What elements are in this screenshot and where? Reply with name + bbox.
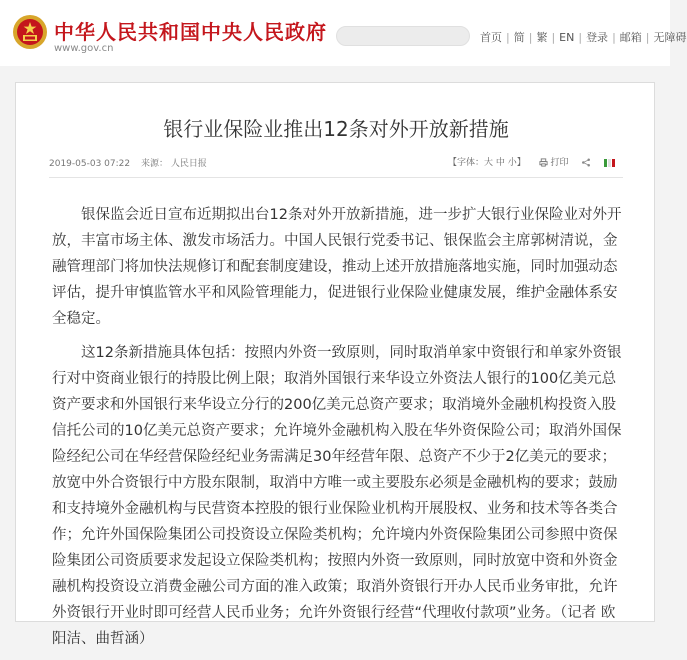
nav-simplified-link[interactable]: 简 [513,31,525,44]
nav-separator: | [506,31,510,44]
flag-icon[interactable] [604,158,616,168]
nav-english-link[interactable]: EN [559,31,575,44]
printer-icon [539,158,548,167]
article-source: 来源： 人民日报 [140,159,207,169]
nav-home-link[interactable]: 首页 [480,31,502,44]
article-meta [49,156,207,169]
nav-separator: | [645,31,650,44]
article-date: 2019-05-03 07:22 [49,159,131,169]
national-emblem-icon[interactable] [12,14,48,50]
site-header [0,0,687,66]
nav-mailbox-link[interactable]: 邮箱 [619,31,642,44]
article-tools [448,155,626,168]
top-nav-links [480,29,687,45]
meta-divider [49,177,623,178]
article-title: 银行业保险业推出12条对外开放新措施 [163,117,509,141]
nav-separator: | [551,31,556,44]
site-title[interactable]: 中华人民共和国中央人民政府 [54,20,327,44]
nav-login-link[interactable]: 登录 [586,31,609,44]
nav-accessibility-link[interactable]: 无障碍 [653,31,687,44]
share-icon[interactable] [581,158,591,168]
article-panel [15,82,655,647]
nav-traditional-link[interactable]: 繁 [536,31,548,44]
article-body [52,202,622,660]
nav-separator: | [578,31,583,44]
article-paragraph: 这12条新措施具体包括：按照内外资一致原则，同时取消单家中资银行和单家外资银行对中资商业银行的持股比例上限；取消外国银行来华设立外资法人银行的100亿美元总资产要求和外国银行来华设立分行的200亿美元总资产要求；取消境外金融机构投资入股信托公司的10亿美元总资产要求；允许境外金融机构入股在华外资保险公司；取消外国保险经纪公司在华经营保险经纪业务需满足30年经营年限、总资产不少于2亿美元的要求；放宽中外合资银行中方股东限制，取消中方唯一或主要股东必须是金融机构的要求；鼓励和支持境外金融机构与民营资本控股的银行业保险业机构开展股权、业务和技术等各类合作；允许外国保险集团公司投资设立保险类机构；允许境内外资保险集团公司参照中资保险集团公司资质要求发起设立保险类机构；按照内外资一致原则，同时放宽中资和外资金融机构投资设立消费金融公司方面的准入政策；取消外资银行开办人民币业务审批，允许外资银行开业时即可经营人民币业务；允许外资银行经营“代理收付款项”业务。（记者 欧阳洁、曲哲涵） [52,345,622,647]
print-label: 打印 [550,158,569,168]
font-size-selector[interactable]: 【字体：大 中 小】 [448,158,526,168]
print-button[interactable] [539,155,569,168]
nav-separator: | [528,31,533,44]
site-url[interactable]: www.gov.cn [54,43,114,54]
search-input[interactable] [336,26,470,46]
article-paragraph: 银保监会近日宣布近期拟出台12条对外开放新措施，进一步扩大银行业保险业对外开放，丰富市场主体、激发市场活力。中国人民银行党委书记、银保监会主席郭树清说，金融管理部门将加快法规修订和配套制度建设，推动上述开放措施落地实施，同时加强动态评估，提升审慎监管水平和风险管理能力，促进银行业保险业健康发展，维护金融体系安全稳定。 [52,207,622,327]
nav-separator: | [612,31,616,44]
